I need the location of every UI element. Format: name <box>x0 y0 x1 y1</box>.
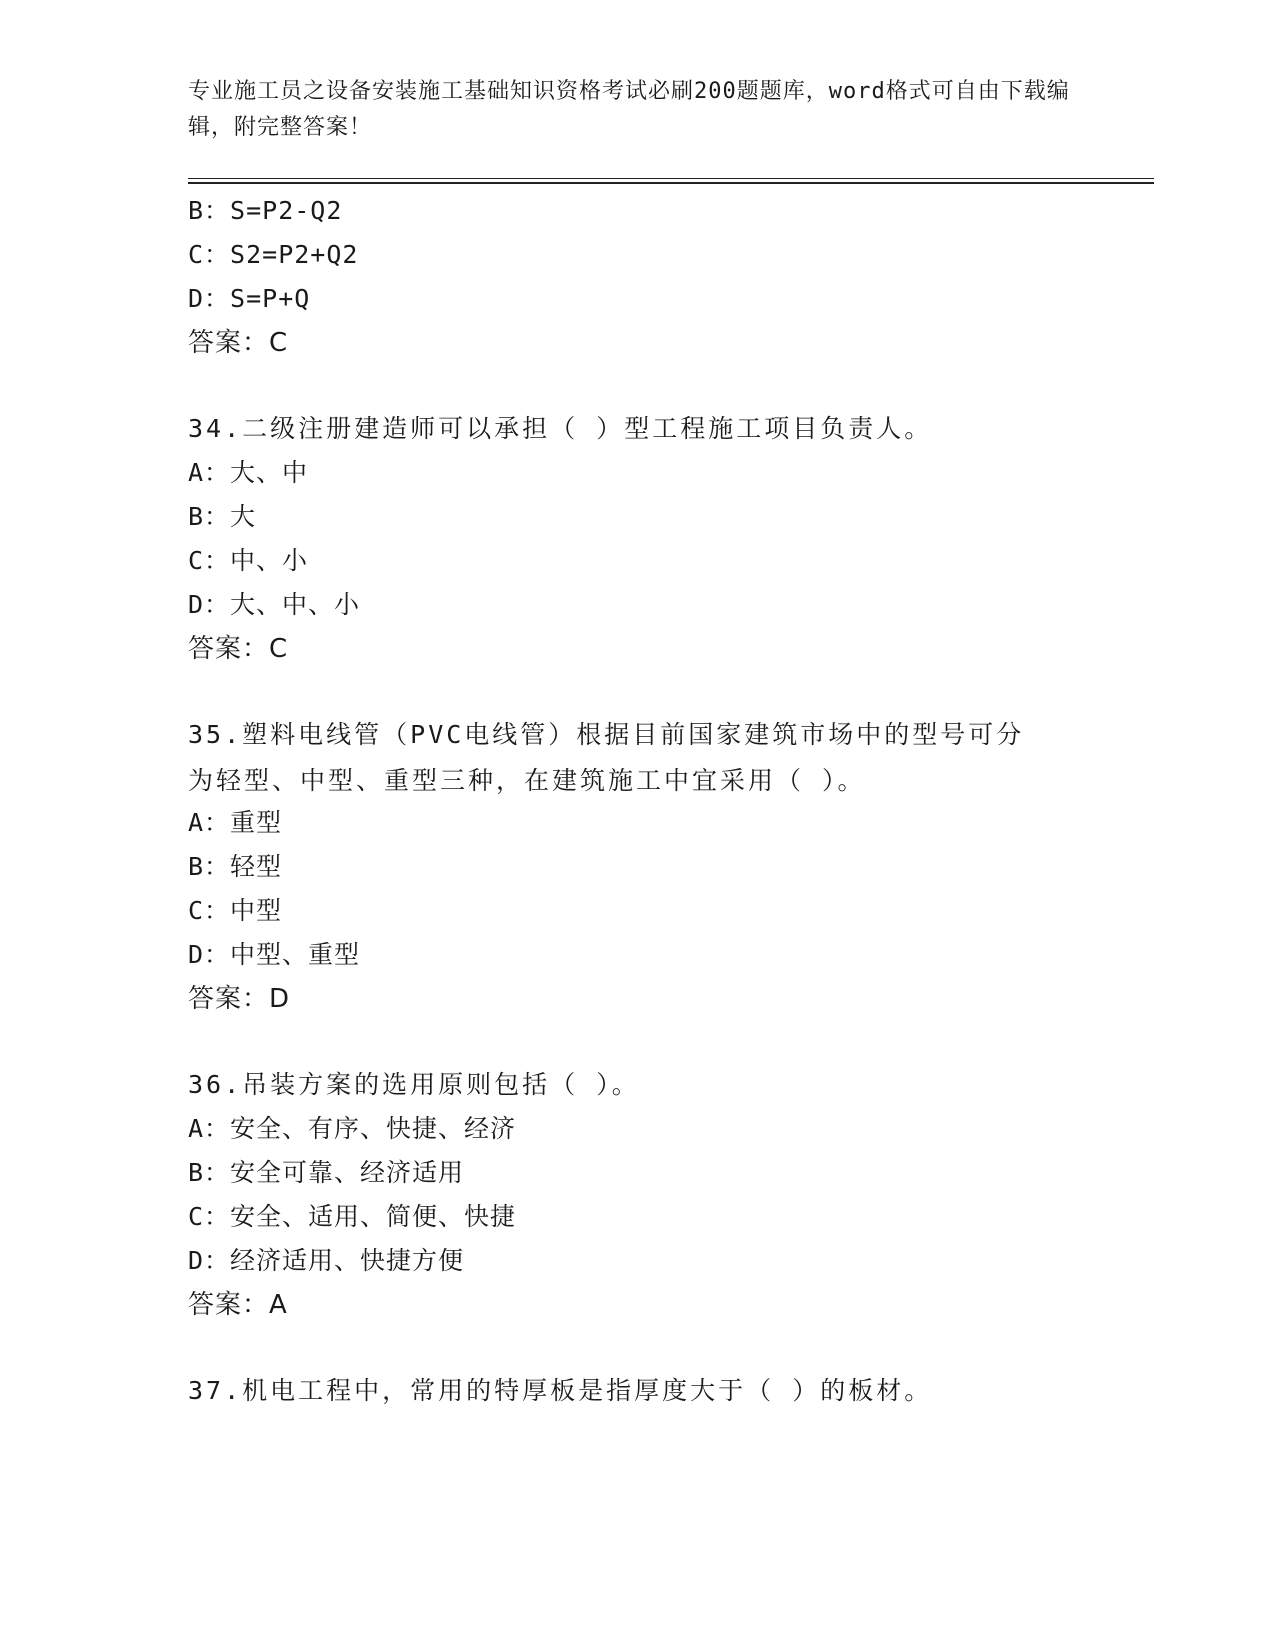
option-b: B：大 <box>188 502 257 531</box>
option-c: C：中型 <box>188 896 283 925</box>
question-stem-37: 37.机电工程中，常用的特厚板是指厚度大于（ ）的板材。 <box>188 1376 933 1405</box>
option-c: C：中、小 <box>188 546 309 575</box>
option-c: C：S2=P2+Q2 <box>188 240 359 269</box>
document-header: 专业施工员之设备安装施工基础知识资格考试必刷200题题库，word格式可自由下载编辑，附完整答案！ <box>188 79 1070 140</box>
option-a: A：安全、有序、快捷、经济 <box>188 1114 517 1143</box>
answer-line: 答案：D <box>188 984 291 1014</box>
option-a: A：大、中 <box>188 458 309 487</box>
option-b: B：S=P2-Q2 <box>188 196 343 225</box>
question-stem-36: 36.吊装方案的选用原则包括（ ）。 <box>188 1070 640 1099</box>
answer-line: 答案：C <box>188 328 289 358</box>
option-b: B：安全可靠、经济适用 <box>188 1158 465 1187</box>
option-b: B：轻型 <box>188 852 283 881</box>
answer-line: 答案：A <box>188 1290 288 1320</box>
option-c: C：安全、适用、简便、快捷 <box>188 1202 517 1231</box>
header-divider-thick <box>188 182 1154 184</box>
option-d: D：经济适用、快捷方便 <box>188 1246 465 1275</box>
option-d: D：中型、重型 <box>188 940 361 969</box>
option-d: D：大、中、小 <box>188 590 361 619</box>
question-stem-35: 35.塑料电线管（PVC电线管）根据目前国家建筑市场中的型号可分为轻型、中型、重型三种，在建筑施工中宜采用（ ）。 <box>188 720 1025 795</box>
option-a: A：重型 <box>188 808 283 837</box>
option-d: D：S=P+Q <box>188 284 311 313</box>
header-divider-thin <box>188 178 1154 179</box>
question-stem-34: 34.二级注册建造师可以承担（ ）型工程施工项目负责人。 <box>188 414 933 443</box>
answer-line: 答案：C <box>188 634 289 664</box>
